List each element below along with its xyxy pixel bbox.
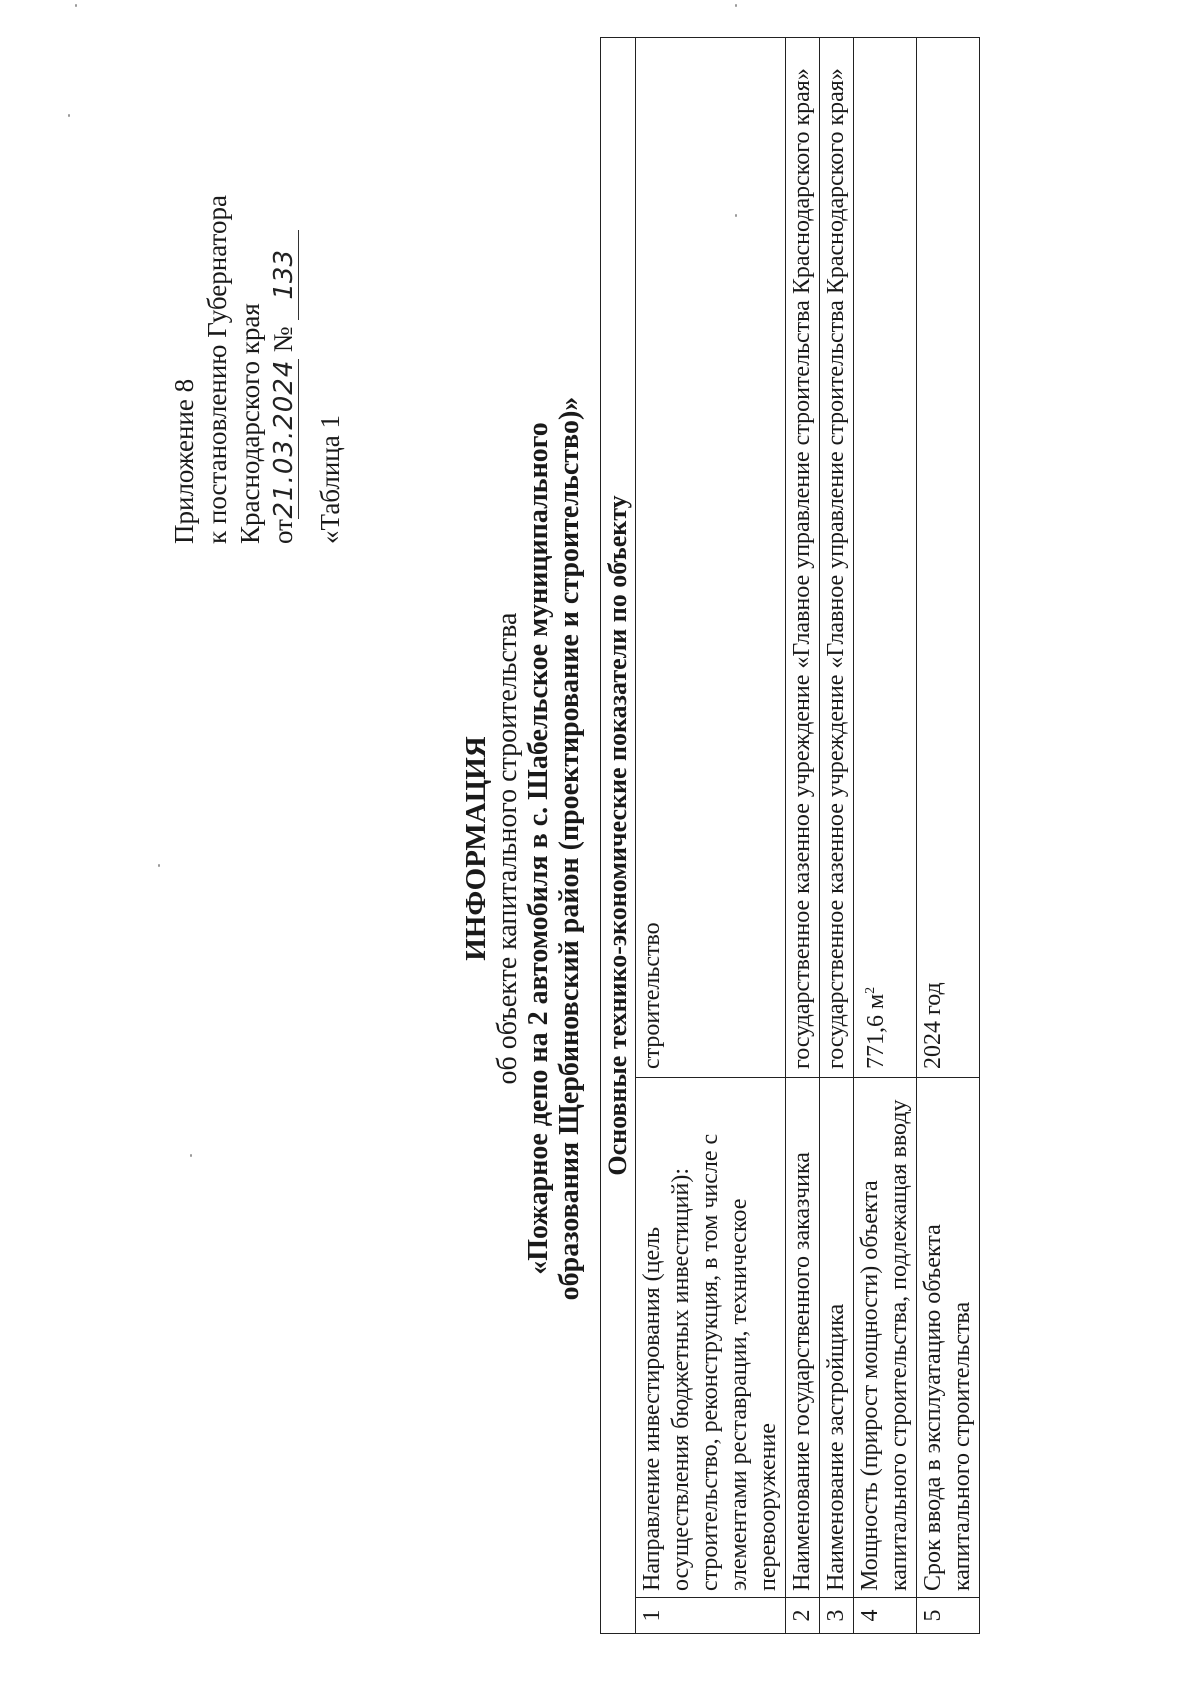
unit-superscript: 2 bbox=[863, 986, 878, 994]
row-number: 5 bbox=[917, 1598, 980, 1634]
scan-speck bbox=[75, 4, 77, 7]
row-value-cell bbox=[854, 37, 917, 1077]
table-header-row bbox=[601, 37, 636, 1633]
document-subtitle: об объекте капитального строительства bbox=[492, 612, 523, 1085]
row-label: Мощность (прирост мощности) объекта капитального строительства, подлежащая вводу bbox=[854, 1078, 917, 1598]
scan-speck bbox=[735, 4, 737, 7]
number-prefix: № bbox=[268, 326, 298, 353]
scan-speck bbox=[68, 114, 70, 117]
object-name-line-2: образования Щербиновский район (проектирование и строительство)» bbox=[554, 396, 585, 1301]
handwritten-number: 133 bbox=[270, 230, 299, 320]
handwritten-date: 21.03.2024 bbox=[269, 359, 299, 519]
row-value: строительство bbox=[636, 37, 786, 1077]
scan-speck bbox=[190, 1154, 192, 1157]
row-value: государственное казенное учреждение «Главное управление строительства Краснодарского края» bbox=[820, 37, 854, 1077]
table-row bbox=[917, 37, 980, 1633]
scan-speck bbox=[158, 864, 160, 867]
row-label: Наименование государственного заказчика bbox=[786, 1078, 820, 1598]
table-row bbox=[854, 37, 917, 1633]
document-title-block bbox=[460, 0, 585, 1697]
table-row bbox=[820, 37, 854, 1633]
table-row bbox=[786, 37, 820, 1633]
document-title: ИНФОРМАЦИЯ bbox=[460, 736, 492, 961]
row-number: 1 bbox=[636, 1598, 786, 1634]
object-name-line-1: «Пожарное депо на 2 автомобиля в с. Шабельское муниципального bbox=[523, 422, 554, 1275]
row-value: государственное казенное учреждение «Главное управление строительства Краснодарского края» bbox=[786, 37, 820, 1077]
indicators-table bbox=[600, 37, 980, 1634]
approval-line-3: Краснодарского края bbox=[235, 303, 265, 544]
approval-stamp-block bbox=[168, 195, 300, 544]
row-number: 2 bbox=[786, 1598, 820, 1634]
section-header: Основные технико-экономические показатели по объекту bbox=[601, 37, 636, 1633]
row-number: 3 bbox=[820, 1598, 854, 1634]
date-prefix: от bbox=[268, 519, 298, 544]
approval-line-2: к постановлению Губернатора bbox=[202, 195, 232, 544]
row-label: Наименование застройщика bbox=[820, 1078, 854, 1598]
table-label: «Таблица 1 bbox=[315, 415, 345, 544]
row-label: Направление инвестирования (цель осуществления бюджетных инвестиций): строительство, реконструкция, в том числе с элементами реставрации, техническое перевооружение bbox=[636, 1078, 786, 1598]
row-number: 4 bbox=[854, 1598, 917, 1634]
row-value: 771,6 м bbox=[863, 993, 889, 1069]
table-row bbox=[636, 37, 786, 1633]
approval-date-line bbox=[267, 195, 300, 544]
row-label: Срок ввода в эксплуатацию объекта капитального строительства bbox=[917, 1078, 980, 1598]
approval-line-1: Приложение 8 bbox=[169, 378, 199, 544]
row-value: 2024 год bbox=[917, 37, 980, 1077]
